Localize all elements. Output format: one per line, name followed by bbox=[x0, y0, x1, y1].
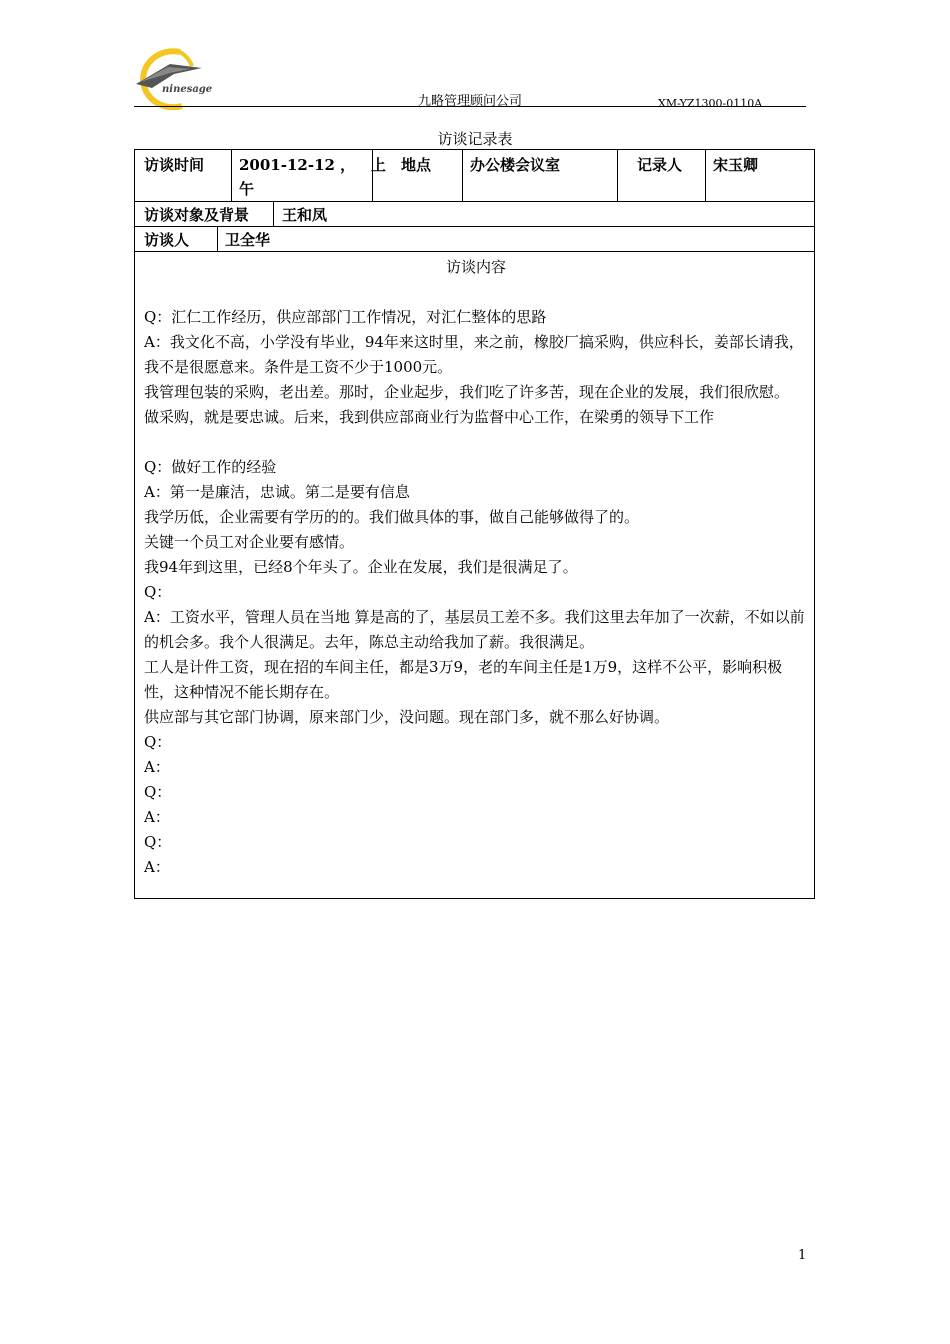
page-number: 1 bbox=[798, 1248, 807, 1263]
cell-divider bbox=[231, 150, 232, 201]
company-logo bbox=[130, 44, 230, 110]
cell-divider bbox=[217, 226, 218, 251]
row-divider bbox=[135, 226, 814, 227]
answer-line: A： bbox=[144, 858, 170, 876]
interviewer-value: 卫全华 bbox=[225, 231, 271, 249]
paragraph: A：工资水平，管理人员在当地 算是高的了，基层员工差不多。我们这里去年加了一次薪，不如以前的机会多。我个人很满足。去年，陈总主动给我加了薪。我很满足。 bbox=[144, 608, 805, 651]
question-line: Q： bbox=[144, 833, 172, 851]
interview-content bbox=[144, 255, 808, 880]
cell-divider bbox=[273, 201, 274, 226]
subject-label: 访谈对象及背景 bbox=[144, 206, 250, 224]
spacer bbox=[144, 430, 808, 455]
cell-divider bbox=[372, 150, 373, 201]
section-title: 访谈内容 bbox=[445, 258, 506, 276]
paragraph: 关键一个员工对企业要有感情。 bbox=[144, 533, 355, 551]
time-value-line1: 2001-12-12 ， 上 bbox=[239, 156, 386, 174]
paragraph: 我管理包装的采购，老出差。那时，企业起步，我们吃了许多苦，现在企业的发展，我们很欣慰。 bbox=[144, 383, 790, 401]
paragraph: 我学历低，企业需要有学历的的。我们做具体的事，做自己能够做得了的。 bbox=[144, 508, 640, 526]
interviewer-label: 访谈人 bbox=[144, 231, 190, 249]
form-title: 访谈记录表 bbox=[437, 130, 513, 148]
recorder-label: 记录人 bbox=[637, 156, 683, 174]
question-line: Q： bbox=[144, 733, 172, 751]
paragraph: 我94年到这里，已经8个年头了。企业在发展，我们是很满足了。 bbox=[144, 558, 578, 576]
content-cell bbox=[135, 251, 814, 898]
place-value: 办公楼会议室 bbox=[470, 156, 561, 174]
header-divider bbox=[134, 106, 806, 107]
time-label: 访谈时间 bbox=[144, 156, 205, 174]
spacer bbox=[144, 280, 808, 305]
logo-text: ninesage bbox=[162, 84, 213, 95]
cell-divider bbox=[462, 150, 463, 201]
place-label: 地点 bbox=[401, 156, 432, 174]
company-name: 九略管理顾问公司 bbox=[418, 94, 523, 109]
paragraph: 供应部与其它部门协调，原来部门少，没问题。现在部门多，就不那么好协调。 bbox=[144, 708, 670, 726]
time-value-line2: 午 bbox=[239, 180, 255, 198]
answer-line: A： bbox=[144, 808, 170, 826]
paragraph: Q：做好工作的经验 bbox=[144, 458, 277, 476]
time-value bbox=[239, 153, 386, 201]
interview-form-table bbox=[134, 149, 815, 899]
cell-divider bbox=[705, 150, 706, 201]
paragraph: 做采购，就是要忠诚。后来，我到供应部商业行为监督中心工作，在梁勇的领导下工作 bbox=[144, 408, 715, 426]
paragraph: Q： bbox=[144, 583, 172, 601]
subject-value: 王和凤 bbox=[282, 206, 328, 224]
cell-divider bbox=[617, 150, 618, 201]
question-line: Q： bbox=[144, 783, 172, 801]
paragraph: A：第一是廉洁，忠诚。第二是要有信息 bbox=[144, 483, 410, 501]
row-divider bbox=[135, 201, 814, 202]
paragraph: Q：汇仁工作经历，供应部部门工作情况，对汇仁整体的思路 bbox=[144, 308, 547, 326]
paragraph: A：我文化不高，小学没有毕业，94年来这时里，来之前，橡胶厂搞采购，供应科长，姜部长请我，我不是很愿意来。条件是工资不少于1000元。 bbox=[144, 333, 804, 376]
paragraph: 工人是计件工资，现在招的车间主任，都是3万9，老的车间主任是1万9，这样不公平，影响积极性，这种情况不能长期存在。 bbox=[144, 658, 783, 701]
answer-line: A： bbox=[144, 758, 170, 776]
recorder-value: 宋玉卿 bbox=[713, 156, 759, 174]
document-number: XM-YZ1300-0110A bbox=[658, 97, 763, 110]
